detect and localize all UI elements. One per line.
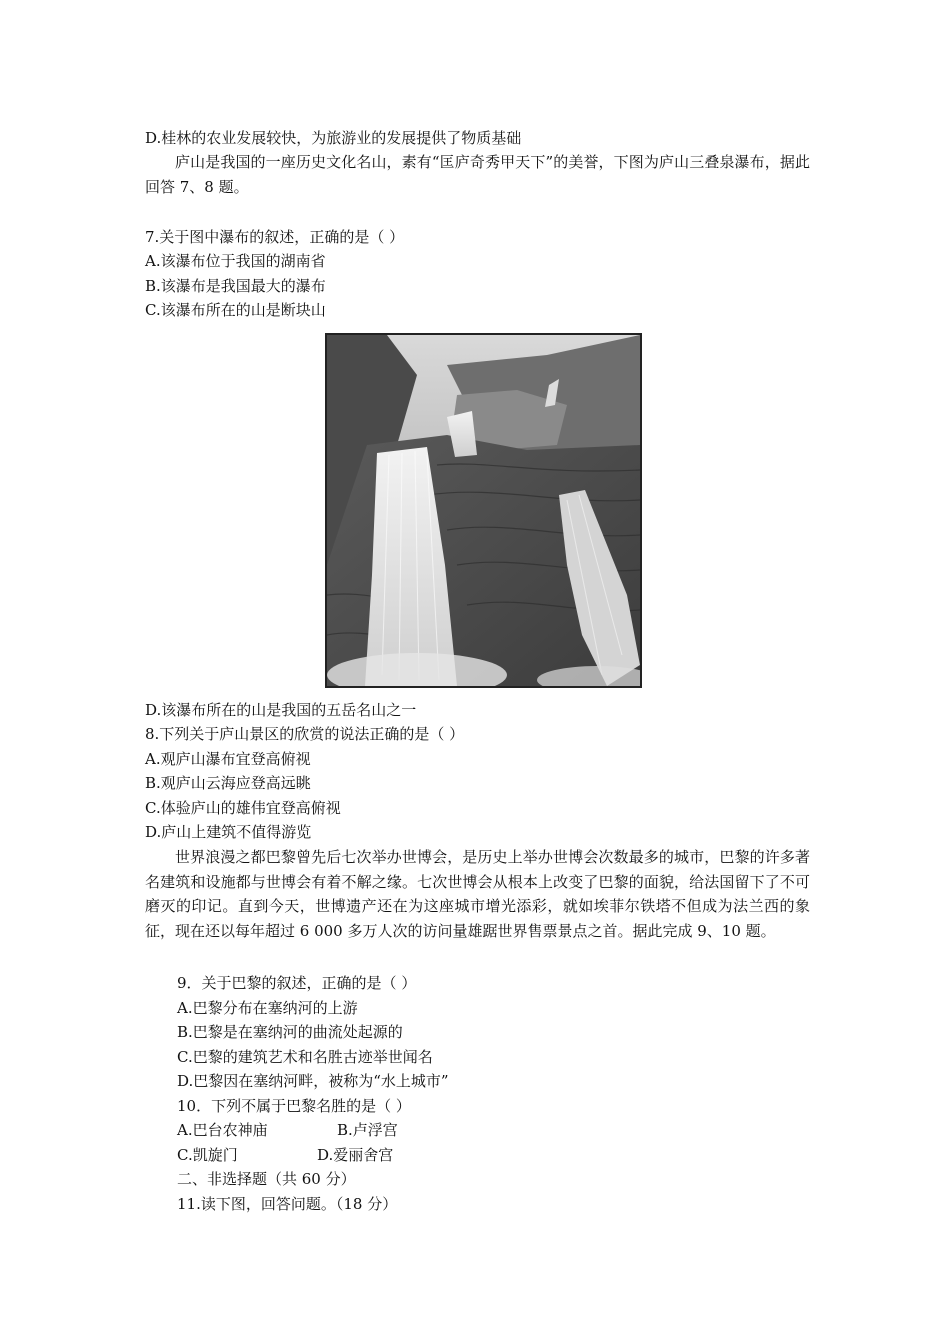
q6-option-d: D.桂林的农业发展较快，为旅游业的发展提供了物质基础 [145, 129, 522, 147]
q9-option-b: B.巴黎是在塞纳河的曲流处起源的 [177, 1023, 403, 1041]
q9-option-d: D.巴黎因在塞纳河畔，被称为“水上城市” [177, 1072, 449, 1090]
q10-option-c: C.凯旋门 [177, 1146, 238, 1164]
q7-option-d: D.该瀑布所在的山是我国的五岳名山之一 [145, 701, 417, 719]
q10-options-row-2 [177, 1145, 393, 1165]
section-2-heading: 二、非选择题（共 60 分） [177, 1170, 356, 1188]
q8-option-d: D.庐山上建筑不值得游览 [145, 823, 312, 841]
q7-option-c: C.该瀑布所在的山是断块山 [145, 301, 326, 319]
question-11: 11.读下图，回答问题。（18 分） [177, 1195, 398, 1213]
question-8: 8.下列关于庐山景区的欣赏的说法正确的是（ ） [145, 725, 465, 743]
q10-option-b: B.卢浮宫 [337, 1121, 398, 1139]
question-7: 7.关于图中瀑布的叙述，正确的是（ ） [145, 228, 405, 246]
waterfall-photo [325, 333, 642, 688]
question-10: 10．下列不属于巴黎名胜的是（ ） [177, 1097, 411, 1115]
passage-7-8-intro: 庐山是我国的一座历史文化名山，素有“匡庐奇秀甲天下”的美誉，下图为庐山三叠泉瀑布，据此回答 7、8 题。 [145, 153, 810, 196]
q10-options-row-1 [177, 1120, 398, 1140]
q8-option-a: A.观庐山瀑布宜登高俯视 [145, 750, 311, 768]
q7-option-b: B.该瀑布是我国最大的瀑布 [145, 277, 326, 295]
q7-option-a: A.该瀑布位于我国的湖南省 [145, 252, 326, 270]
q8-option-c: C.体验庐山的雄伟宜登高俯视 [145, 799, 341, 817]
q9-option-a: A.巴黎分布在塞纳河的上游 [177, 999, 358, 1017]
passage-9-10-intro: 世界浪漫之都巴黎曾先后七次举办世博会，是历史上举办世博会次数最多的城市，巴黎的许多著名建筑和设施都与世博会有着不解之缘。七次世博会从根本上改变了巴黎的面貌，给法国留下了不可磨灭的印记。直到今天，世博遗产还在为这座城市增光添彩，就如埃菲尔铁塔不但成为法兰西的象征，现在还以每年超过 6 000 多万人次的访问量雄踞世界售票景点之首。据此完成 9、10 题。 [145, 848, 810, 940]
q10-option-a: A.巴台农神庙 [177, 1121, 268, 1139]
q9-option-c: C.巴黎的建筑艺术和名胜古迹举世闻名 [177, 1048, 433, 1066]
question-9: 9．关于巴黎的叙述，正确的是（ ） [177, 974, 417, 992]
q8-option-b: B.观庐山云海应登高远眺 [145, 774, 311, 792]
waterfall-image [327, 335, 640, 686]
q10-option-d: D.爱丽舍宫 [317, 1146, 394, 1164]
